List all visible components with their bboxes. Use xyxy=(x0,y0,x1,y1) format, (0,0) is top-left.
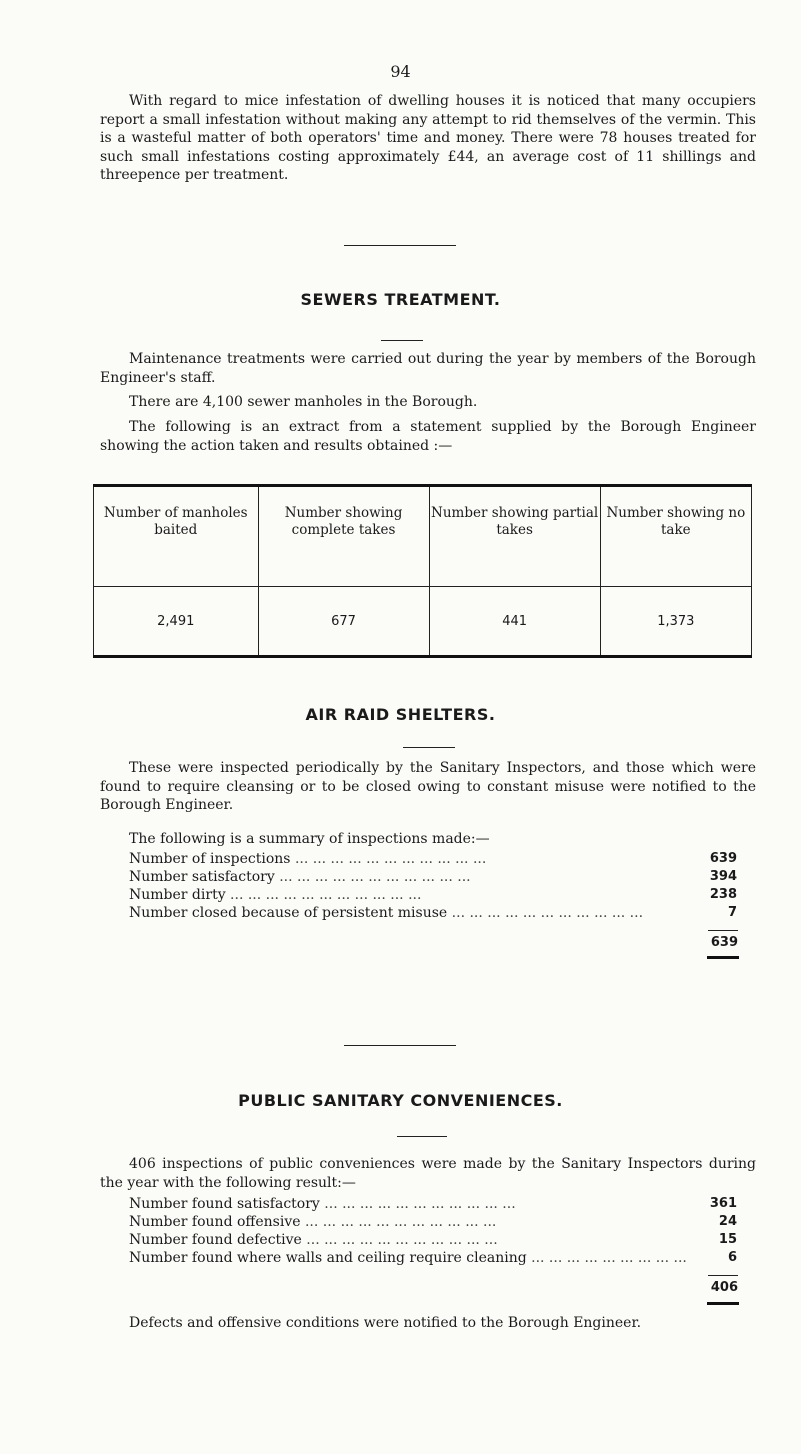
heading-underline xyxy=(403,747,455,748)
list-item xyxy=(129,1213,737,1231)
mice-infestation-paragraph: With regard to mice infestation of dwelling houses it is noticed that many occupiers report a small infestation without making any attempt to rid themselves of the vermin. This is a wasteful matter of both operators' time and money. There were 78 houses treated for such small infestations costing approximately £44, an average cost of 11 shillings and threepence per treatment. xyxy=(100,93,756,183)
list-item xyxy=(129,868,737,886)
page-number: 94 xyxy=(390,62,411,81)
conveniences-total: 406 xyxy=(710,1280,738,1295)
air-raid-total: 639 xyxy=(710,935,738,950)
item-value: 15 xyxy=(687,1231,737,1249)
value-manholes-baited: 2,491 xyxy=(94,587,259,657)
item-label: Number closed because of persistent misuse ... . xyxy=(129,904,687,922)
item-label: Number dirty ... . xyxy=(129,886,687,904)
item-value: 7 xyxy=(687,904,737,922)
item-value: 394 xyxy=(687,868,737,886)
total-rule xyxy=(708,1275,738,1276)
air-raid-heading: AIR RAID SHELTERS. xyxy=(305,705,496,724)
list-item xyxy=(129,886,737,904)
air-raid-summary-list xyxy=(129,850,737,922)
value-complete-takes: 677 xyxy=(258,587,429,657)
item-label: Number found satisfactory ... . xyxy=(129,1195,687,1213)
conveniences-heading: PUBLIC SANITARY CONVENIENCES. xyxy=(238,1091,563,1110)
heading-underline xyxy=(381,340,423,341)
air-raid-paragraph-1: These were inspected periodically by the Sanitary Inspectors, and those which were found to require cleansing or to be closed owing to constant misuse were notified to the Borough Engineer. xyxy=(100,760,756,813)
item-label: Number found offensive ... . xyxy=(129,1213,687,1231)
section-divider xyxy=(344,245,456,246)
item-value: 6 xyxy=(687,1249,737,1267)
item-label: Number of inspections ... . xyxy=(129,850,687,868)
closing-statement: Defects and offensive conditions were notified to the Borough Engineer. xyxy=(129,1315,642,1331)
manhole-treatment-table xyxy=(93,484,752,658)
item-label: Number found where walls and ceiling require cleaning ... . xyxy=(129,1249,687,1267)
total-double-rule xyxy=(707,956,739,959)
header-manholes-baited: Number of manholes baited xyxy=(94,486,259,587)
list-item xyxy=(129,1231,737,1249)
conveniences-paragraph: 406 inspections of public conveniences were made by the Sanitary Inspectors during the year with the following result:— xyxy=(100,1156,756,1191)
item-value: 639 xyxy=(687,850,737,868)
value-no-take: 1,373 xyxy=(600,587,751,657)
item-label: Number found defective ... . xyxy=(129,1231,687,1249)
item-label: Number satisfactory ... . xyxy=(129,868,687,886)
air-raid-paragraph-2: The following is a summary of inspections made:— xyxy=(129,831,490,847)
sewers-paragraph-2: There are 4,100 sewer manholes in the Borough. xyxy=(129,394,478,410)
table-header-row xyxy=(94,486,752,587)
item-value: 24 xyxy=(687,1213,737,1231)
header-partial-takes: Number showing partial takes xyxy=(429,486,600,587)
total-rule xyxy=(708,930,738,931)
sewers-paragraph-3: The following is an extract from a statement supplied by the Borough Engineer showing the action taken and results obtained :— xyxy=(100,419,756,454)
sewers-heading: SEWERS TREATMENT. xyxy=(300,290,501,309)
item-value: 361 xyxy=(687,1195,737,1213)
heading-underline xyxy=(397,1136,447,1137)
conveniences-result-list xyxy=(129,1195,737,1267)
table-row xyxy=(94,587,752,657)
section-divider xyxy=(344,1045,456,1046)
value-partial-takes: 441 xyxy=(429,587,600,657)
list-item xyxy=(129,1195,737,1213)
header-no-take: Number showing no take xyxy=(600,486,751,587)
list-item xyxy=(129,904,737,922)
item-value: 238 xyxy=(687,886,737,904)
list-item xyxy=(129,1249,737,1267)
list-item xyxy=(129,850,737,868)
header-complete-takes: Number showing complete takes xyxy=(258,486,429,587)
total-double-rule xyxy=(707,1302,739,1305)
sewers-paragraph-1: Maintenance treatments were carried out during the year by members of the Borough Engineer's staff. xyxy=(100,351,756,386)
